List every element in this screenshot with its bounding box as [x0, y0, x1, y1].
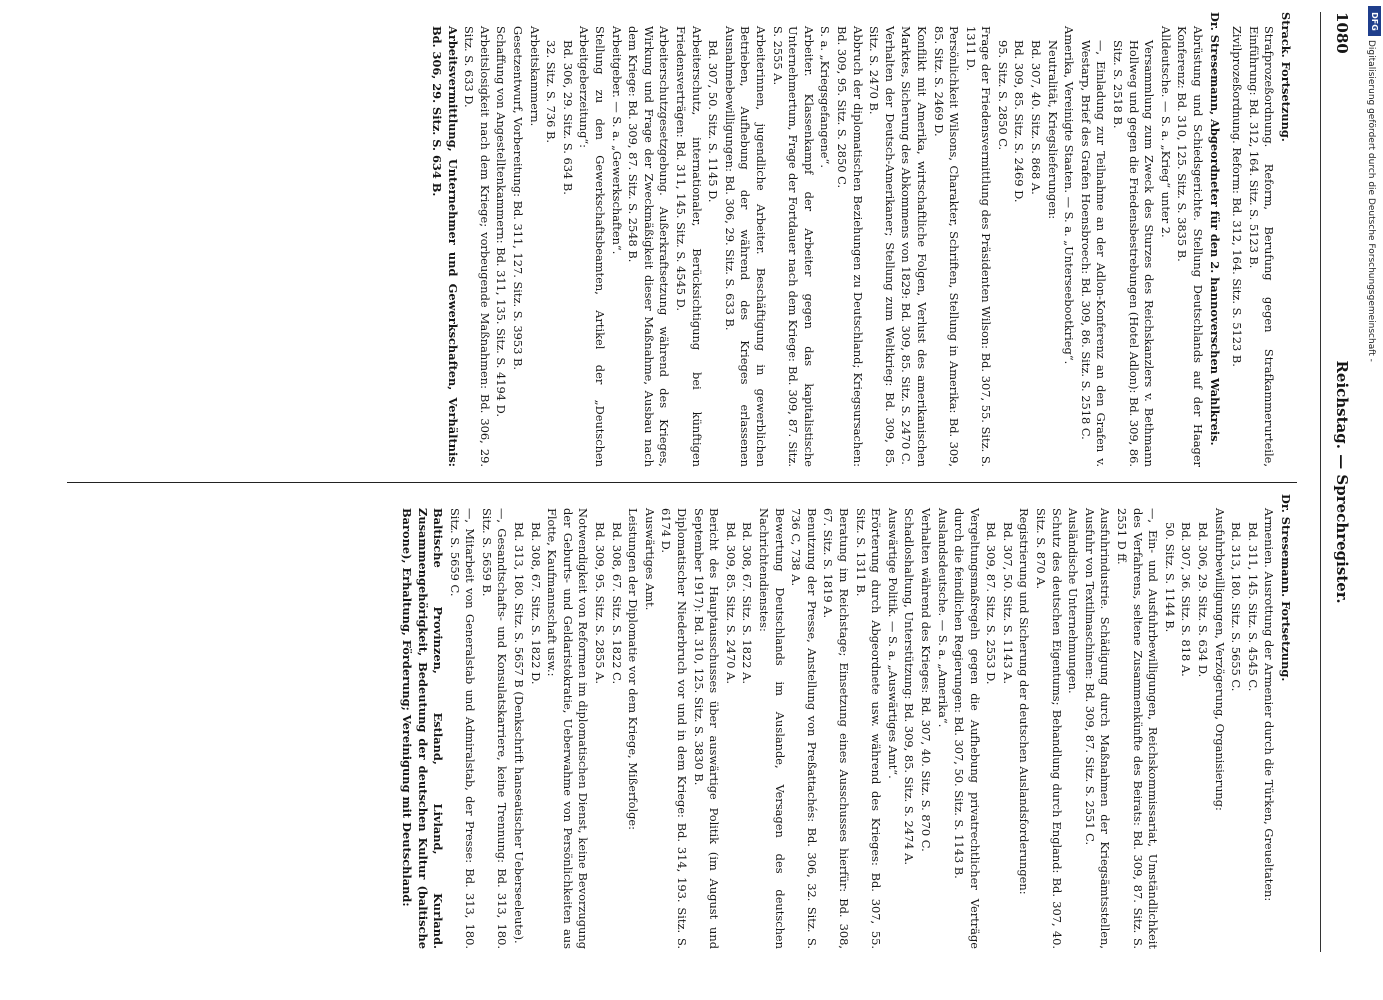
dfg-logo-text: DFG [1370, 11, 1380, 31]
register-entry: 32. Sitz. S. 736 B. [544, 40, 559, 143]
register-entry: Zivilprozeßordnung. Reform: Bd. 312, 164. Sitz. S. 5123 B. [1230, 26, 1245, 367]
rotated-register-page [55, 12, 1355, 952]
register-entry: Ausfuhrindustrie. Schädigung durch Maßnahmen der Kriegsämtsstellen, Ausfuhr von Textilmaschinen: Bd. 309, 87. Sitz. S. 2551 C. [1082, 508, 1113, 949]
register-entry: Bd. 308, 67. Sitz. S. 1822 D. [528, 522, 543, 685]
register-entry: Alldeutsche. — S. a. „Krieg“ unter 2. [1158, 26, 1173, 238]
credit-text: Digitalisierung gefördert durch die Deutsche Forschungsgemeinschaft - [1366, 40, 1376, 362]
register-entry: Bd. 307, 36. Sitz. S. 818 A. [1179, 522, 1194, 677]
register-entry: Bd. 313, 180. Sitz. S. 5657 B (Denkschrift hanseatischer Ueberseeleute). [512, 522, 527, 944]
entry-spacer [1222, 12, 1228, 467]
register-entry: Bd. 308, 67. Sitz. S. 1822 A. [740, 522, 755, 684]
register-entry: Strafprozeßordnung. Reform, Berufung gegen Strafkammerurteile, Einführung: Bd. 312, 164. Sitz. S. 5123 B. [1246, 26, 1277, 467]
left-column [428, 12, 1293, 467]
register-entry: Dr. Stresemann. Fortsetzung. [1279, 494, 1293, 682]
register-entry: Arbeitsvermittlung, Unternehmer und Gewerkschaften, Verhältnis: Bd. 306, 29. Sitz. S. 634 B. [430, 26, 460, 467]
page-number: 1080 [1333, 12, 1351, 54]
register-entry: Bd. 309, 85. Sitz. S. 2469 D. [1012, 40, 1027, 203]
register-entry: Abbruch der diplomatischen Beziehungen zu Deutschland; Kriegsursachen: Bd. 309, 95. Sitz. S. 2850 C. [834, 26, 865, 467]
register-entry: Versammlung zum Zweck des Sturzes des Reichskanzlers v. Bethmann Hollweg und gegen die Friedensbestrebungen (Hotel Adlon): Bd. 309, 86. Sitz. S. 2518 B. [1111, 40, 1157, 467]
register-entry: Bd. 313, 180. Sitz. S. 5655 C. [1229, 522, 1244, 692]
register-entry: Arbeiterschutz, internationaler, Berücksichtigung bei künftigen Friedensverträgen: Bd. 311, 145. Sitz. S. 4545 D. [674, 26, 704, 467]
register-entry: Bd. 309, 95. Sitz. S. 2855 A. [593, 522, 608, 684]
register-entry: Bewertung Deutschlands im Auslande, Versagen des deutschen Nachrichtendienstes: [757, 508, 787, 949]
register-entry: Schadloshaltung, Unterstützung: Bd. 309, 85. Sitz. S. 2474 A. [902, 508, 917, 865]
register-entry: Leistungen der Diplomatie vor dem Kriege, Mißerfolge: [626, 508, 641, 830]
register-entry: Diplomatischer Niederbruch vor und in dem Kriege: Bd. 314, 193. Sitz. S. 6174 D. [659, 508, 690, 949]
register-entry: Bd. 309, 87. Sitz. S. 2553 D. [984, 522, 999, 685]
register-entry: —, Ein- und Ausfuhrbewilligungen, Reichskommissariat, Umständlichkeit des Verfahrens, seltene Zusammenkünfte des Beirats: Bd. 309, 87. Sitz. S. 2551 D ff. [1115, 508, 1161, 949]
register-entry: Bd. 307, 50. Sitz. S. 1143 A. [1000, 522, 1015, 684]
digitization-credit [1362, 40, 1378, 980]
register-entry: Konflikt mit Amerika, wirtschaftliche Folgen, Verlust des amerikanischen Marktes, Sicherung des Abkommens von 1829: Bd. 309, 85. Sitz. S. 2470 C. [899, 26, 929, 467]
register-entry: Ausländische Unternehmungen. [1066, 508, 1081, 694]
register-entry: Abrüstung und Schiedsgerichte. Stellung Deutschlands auf der Haager Konferenz: Bd. 310, 125. Sitz. S. 3835 B. [1175, 26, 1206, 467]
register-entry: Amerika, Vereinigte Staaten. — S. a. „Unterseebootkrieg“. [1062, 26, 1077, 365]
register-entry: Arbeiter. Klassenkampf der Arbeiter gegen das kapitalistische Unternehmertum, Frage der Fortdauer nach dem Kriege: Bd. 309, 87. Sitz. S. 2555 A. [770, 26, 816, 467]
register-entry: Arbeitskammern. [527, 26, 542, 127]
register-entry: 95. Sitz. S. 2850 C. [995, 40, 1010, 151]
register-entry: 50. Sitz. S. 1144 B. [1162, 522, 1177, 633]
register-entry: Schutz des deutschen Eigentums; Behandlung durch England: Bd. 307, 40. Sitz. S. 870 A. [1034, 508, 1064, 949]
register-entry: Bd. 308, 67. Sitz. S. 1822 C. [609, 522, 624, 685]
register-entry: Gesetzentwurf, Vorbereitung: Bd. 311, 127. Sitz. S. 3953 B. [511, 26, 526, 370]
register-entry: Auslandsdeutsche. — S. a. „Amerika“. [935, 508, 950, 728]
register-entry: Erörterung durch Abgeordnete usw. während des Krieges: Bd. 307, 55. Sitz. S. 1311 B. [853, 508, 884, 949]
register-entry: Arbeitgeber. — S. a. „Gewerkschaften“. [609, 26, 624, 255]
register-entry: Verhalten während des Krieges: Bd. 307, 40. Sitz. S. 870 C. [918, 508, 933, 852]
dfg-logo [1368, 6, 1381, 36]
register-entry: Arbeiterschutzgesetzgebung. Außerkraftsetzung während des Krieges, Wirkung und Frage der Zweckmäßigkeit dieser Maßnahme, Ausbau nach dem Kriege: Bd. 309, 87. Sitz. S. 2548 B. [626, 26, 672, 467]
register-entry: Dr. Stresemann, Abgeordneter für den 2. hannoverschen Wahlkreis. [1207, 12, 1222, 446]
register-entry: Bd. 307, 40. Sitz. S. 868 A. [1029, 40, 1044, 195]
register-entry: Bd. 311, 145. Sitz. S. 4545 C. [1245, 522, 1260, 692]
register-entry: Auswärtige Politik. — S. a. „Auswärtiges Amt“. [885, 508, 900, 779]
register-entry: Vergeltungsmaßregeln gegen die Aufhebung privatrechtlicher Verträge durch die feindlichen Regierungen: Bd. 307, 50. Sitz. S. 1143 B. [952, 508, 982, 949]
register-entry: Bd. 309, 85. Sitz. S. 2470 A. [723, 522, 738, 684]
column-divider [67, 482, 1297, 483]
register-entry: Frage der Friedensvermittlung des Präsidenten Wilson: Bd. 307, 55. Sitz. S. 1311 D. [963, 26, 994, 467]
register-entry: —, Gesandtschafts- und Konsulatskarriere, keine Trennung: Bd. 313, 180. Sitz. S. 5659 B. [479, 508, 510, 949]
register-entry: Arbeitslosigkeit nach dem Kriege; vorbeugende Maßnahmen: Bd. 306, 29. Sitz. S. 633 D. [462, 26, 492, 467]
register-entry: Baltische Provinzen, Estland, Livland, Kurland. Zusammengehörigkeit, Bedeutung der deutschen Kultur (baltische Barone), Erhaltung, Förderung; Vereinigung mit Deutschland: [399, 508, 446, 949]
register-entry: Bd. 306, 29. Sitz. S. 634 B. [560, 40, 575, 195]
register-entry: Stellung zu den Gewerkschaftsbeamten, Artikel der „Deutschen Arbeitgeberzeitung“: [577, 26, 608, 467]
page-header [1315, 12, 1355, 952]
register-entry: Auswärtiges Amt. [642, 508, 657, 611]
register-entry: Bd. 307, 50. Sitz. S. 1145 D. [706, 40, 721, 203]
register-entry: Arbeiterinnen, jugendliche Arbeiter. Beschäftigung in gewerblichen Betrieben, Aufhebung der während des Krieges erlassenen Ausnahmebewilligungen: Bd. 306, 29. Sitz. S. 633 B. [722, 26, 768, 467]
register-entry: Ausfuhrbewilligungen, Verzögerung, Organisierung: [1212, 508, 1227, 811]
register-entry: S. a. „Kriegsgefangene“. [818, 26, 833, 168]
register-entry: Schaffung von Angestelltenkammern: Bd. 311, 135. Sitz. S. 4194 D. [494, 26, 509, 417]
register-entry: Strack. Fortsetzung. [1279, 12, 1293, 142]
register-entry: —, Einladung zur Teilnahme an der Adlon-Konferenz an den Grafen v. Westarp, Brief des Grafen Hoensbroech: Bd. 309, 86. Sitz. S. 2518 C. [1078, 40, 1109, 467]
register-entry: Armenien. Ausrottung der Armenier durch die Türken, Greueltaten: [1262, 508, 1277, 902]
register-entry: Persönlichkeit Wilsons, Charakter, Schriften, Stellung in Amerika: Bd. 309, 85. Sitz. S. 2469 D. [931, 26, 962, 467]
header-rule [1320, 12, 1321, 952]
register-entry: Bericht des Hauptausschusses über auswärtige Politik (im August und September 1917): Bd. 310, 125. Sitz. S. 3830 B. [691, 508, 722, 949]
register-entry: Notwendigkeit von Reformen im diplomatischen Dienst, keine Bevorzugung der Geburts- und Geldaristokratie, Ueberwahme von Persönlichkeiten aus Flotte, Kaufmannschaft usw.: [545, 508, 591, 949]
register-entry: Verhalten der Deutsch-Amerikaner; Stellung zum Weltkrieg: Bd. 309, 85. Sitz. S. 2470 B. [867, 26, 897, 467]
register-entry: Registrierung und Sicherung der deutschen Auslandsforderungen: [1017, 508, 1032, 895]
running-title: Reichstag. — Sprechregister. [1333, 360, 1351, 604]
register-entry: Benutzung der Presse, Anstellung von Preßattachés: Bd. 306, 32. Sitz. S. 736 C, 738 A. [789, 508, 819, 949]
register-entry: —, Mitarbeit von Generalstab und Admiralstab, der Presse: Bd. 313, 180. Sitz. S. 5659 C. [447, 508, 478, 949]
right-column [397, 494, 1293, 949]
register-entry: Bd. 306, 29. Sitz. S. 634 D. [1196, 522, 1211, 678]
register-entry: Beratung im Reichstage; Einsetzung eines Ausschusses hierfür: Bd. 308, 67. Sitz. S. 1819 A. [821, 508, 851, 949]
register-entry: Neutralität, Kriegslieferungen: [1045, 40, 1060, 220]
